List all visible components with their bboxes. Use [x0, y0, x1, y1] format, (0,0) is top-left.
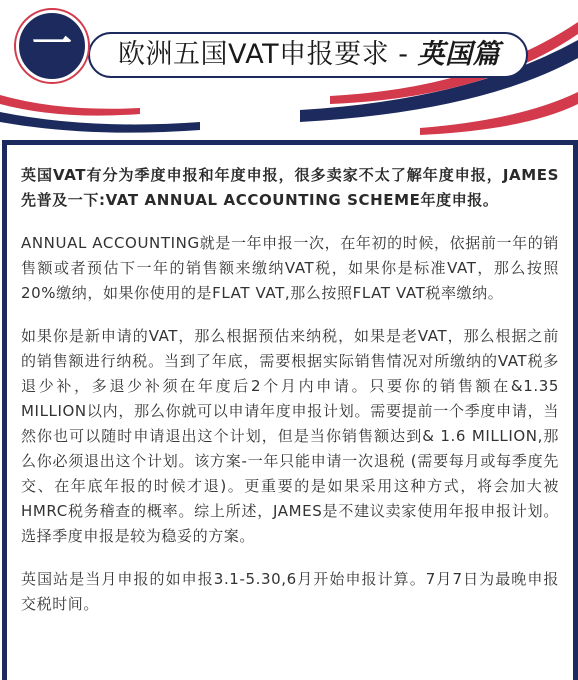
title-emphasis: 英国篇 — [417, 39, 501, 70]
paragraph-uk-deadline: 英国站是当月申报的如申报3.1-5.30,6月开始申报计算。7月7日为最晚申报交税时间。 — [21, 570, 559, 613]
paragraph-annual-accounting: ANNUAL ACCOUNTING就是一年申报一次，在年初的时候，依据前一年的销售额或者预估下一年的销售额来缴纳VAT税，如果你是标准VAT，那么按照20%缴纳，如果你使用的是FLAT VAT,那么按照FLAT VAT税率缴纳。 — [21, 234, 559, 302]
paragraph-details: 如果你是新申请的VAT，那么根据预估来纳税，如果是老VAT，那么根据之前的销售额进行纳税。当到了年底，需要根据实际销售情况对所缴纳的VAT税多退少补，多退少补须在年度后2个月内申请。只要你的销售额在&1.35 MILLION以内，那么你就可以申请年度申报计划。需要提前一个季度申请，当然你也可以随时申请退出这个计划，但是当你销售额达到& 1.6 MILLION,那么你必须退出这个计划。该方案-一年只能申请一次退税 (需要每月或每季度先交、在年底年报的时候才退)。更重要的是如果采用这种方式，将会加大被HMRC税务稽查的概率。综上所述，JAMES是不建议卖家使用年报申报计划。选择季度申报是较为稳妥的方案。 — [21, 327, 559, 545]
section-number-badge: 一 — [16, 10, 88, 82]
paragraph-intro: 英国VAT有分为季度申报和年度申报，很多卖家不太了解年度申报，JAMES先普及一下:VAT ANNUAL ACCOUNTING SCHEME年度申报。 — [21, 166, 559, 209]
content-box — [2, 140, 578, 680]
header-banner — [0, 0, 578, 135]
page-title — [118, 32, 500, 78]
title-main: 欧洲五国VAT申报要求 - — [118, 39, 418, 70]
